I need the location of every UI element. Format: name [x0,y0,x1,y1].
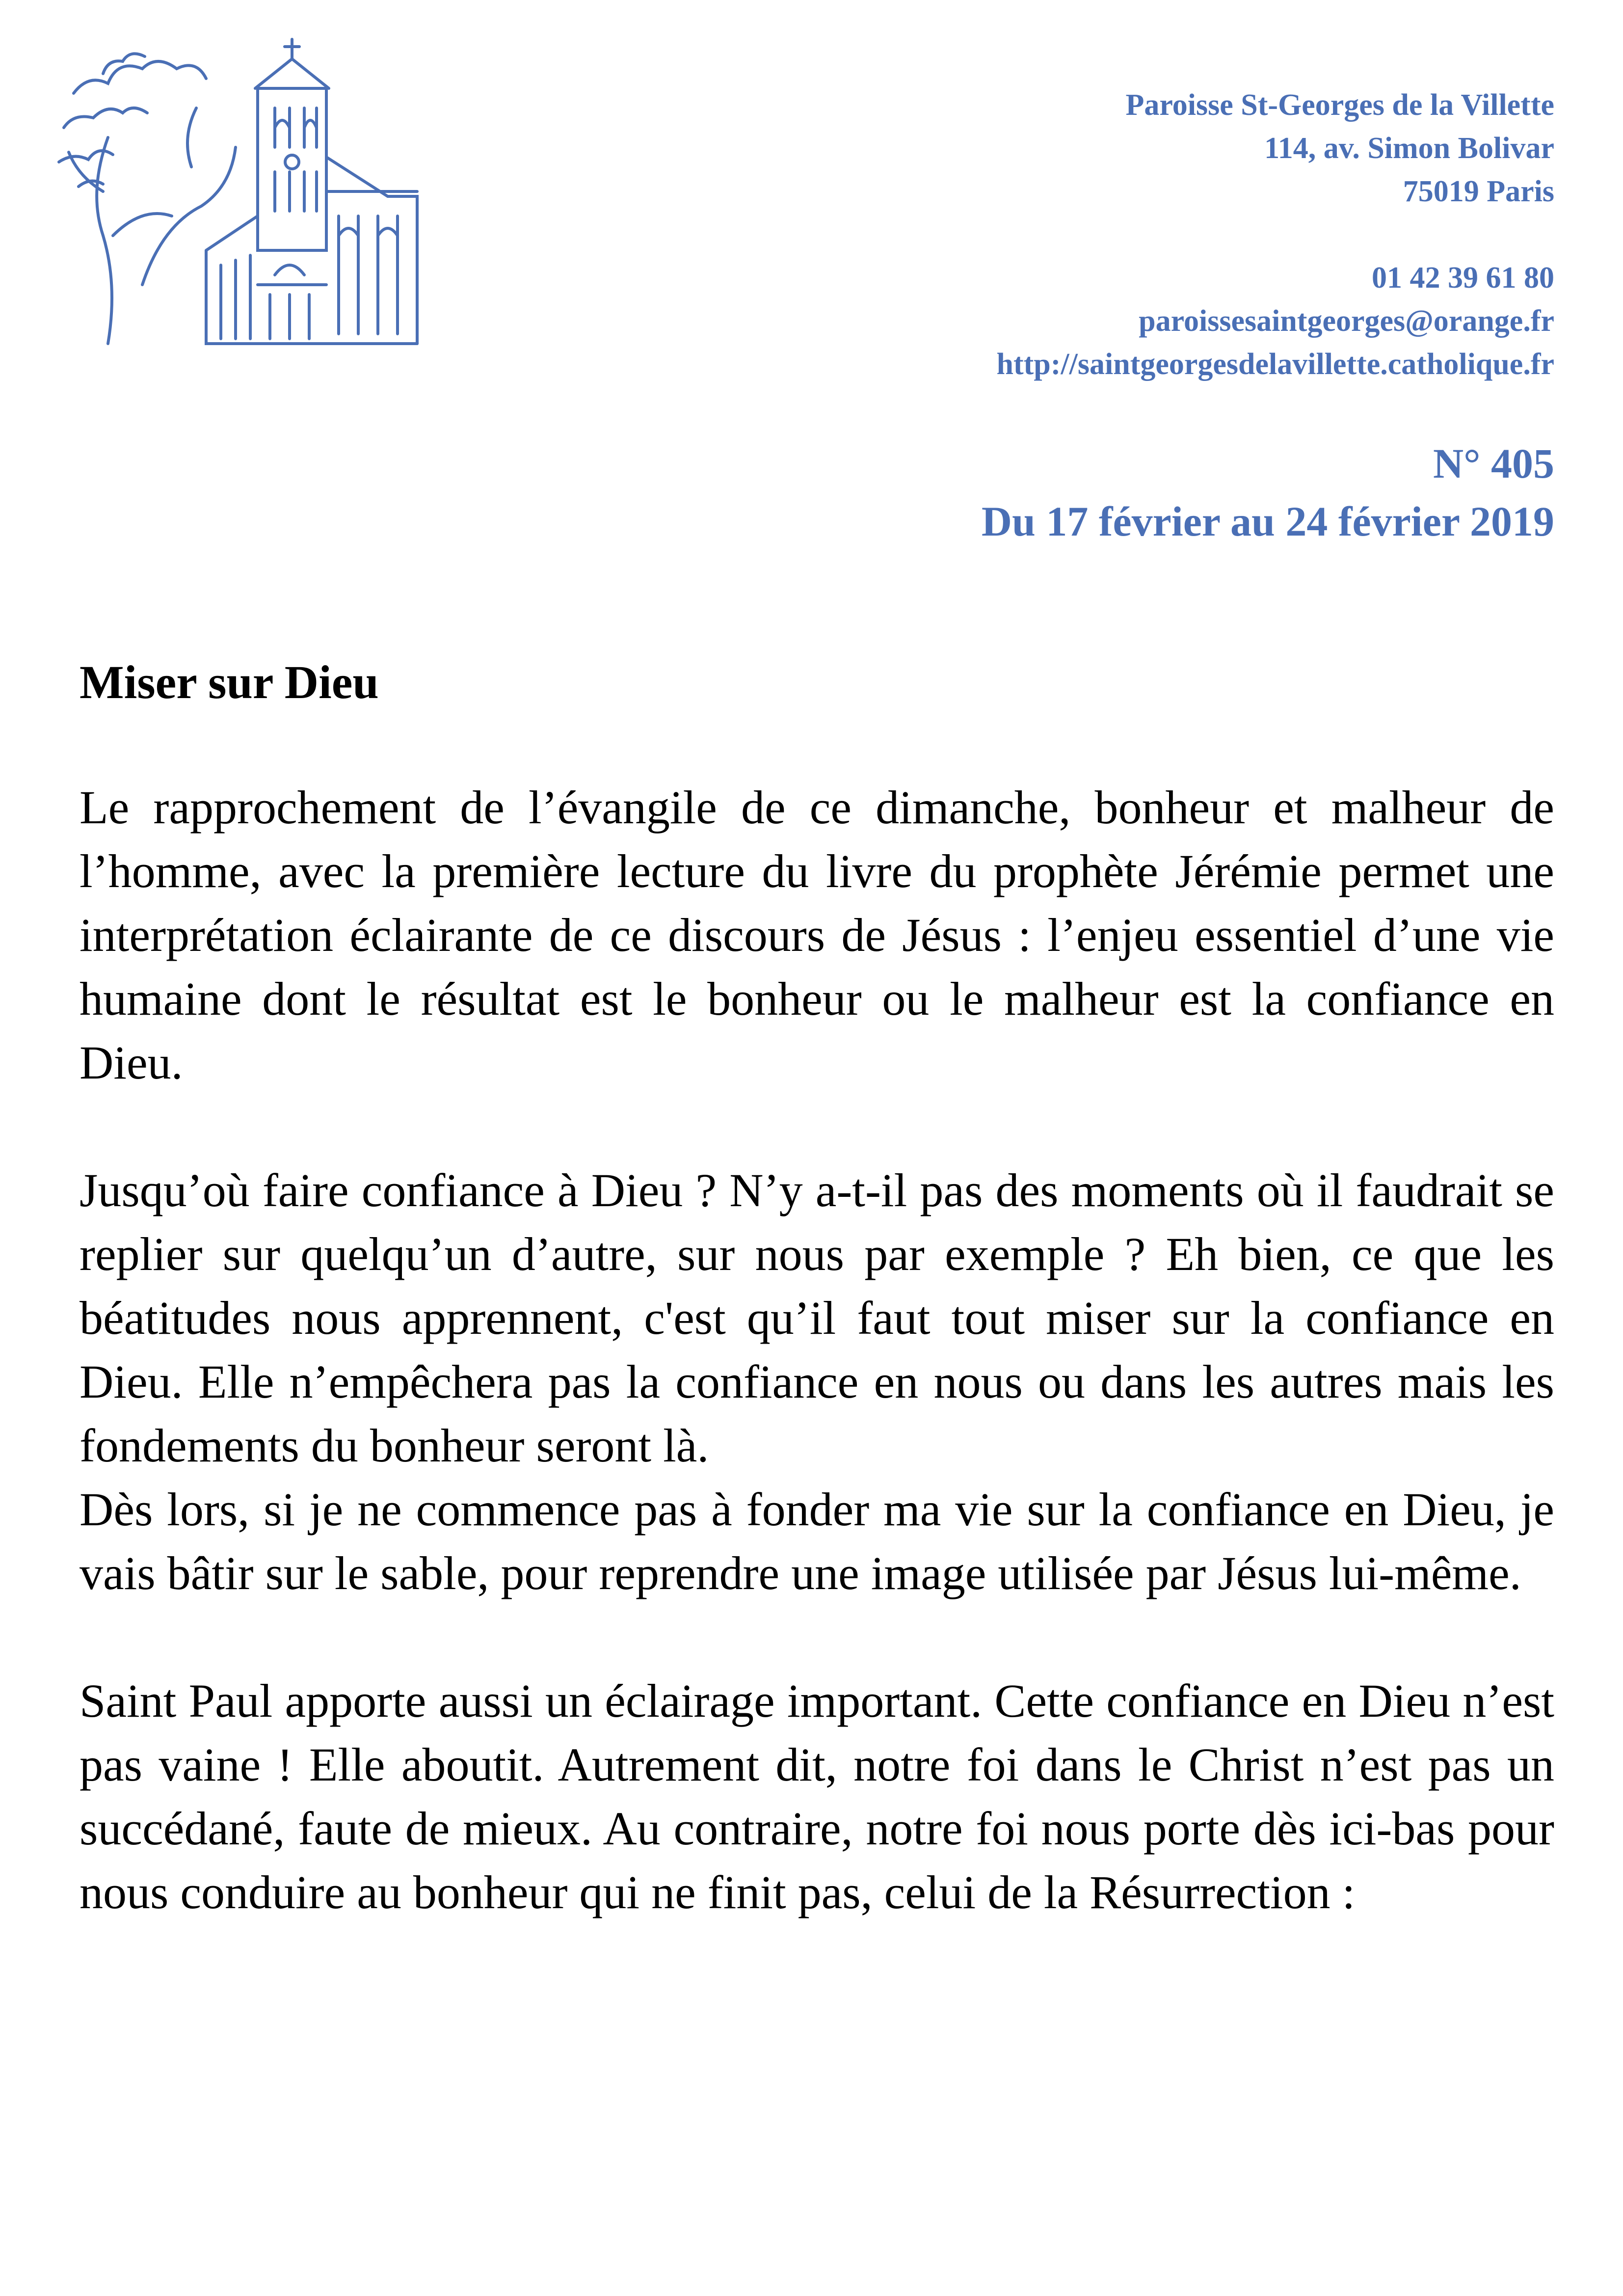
article-paragraph-4: Saint Paul apporte aussi un éclairage important. Cette confiance en Dieu n’est pas vaine ! Elle aboutit. Autrement dit, notre foi dans le Christ n’est pas un succédané, faute de mieux. Au contraire, notre foi nous porte dès ici-bas pour nous conduire au bonheur qui ne finit pas, celui de la Résurrection : [80,1675,1554,1918]
article [80,648,1554,1924]
letterhead-spacer [720,213,1554,256]
article-paragraph-2: Jusqu’où faire confiance à Dieu ? N’y a-t-il pas des moments où il faudrait se replier sur quelqu’un d’autre, sur nous par exemple ? Eh bien, ce que les béatitudes nous apprennent, c'est qu’il faut tout miser sur la confiance en Dieu. Elle n’empêchera pas la confiance en nous ou dans les autres mais les fondements du bonheur seront là. [80,1164,1554,1472]
parish-letterhead [720,83,1554,386]
article-paragraph-1: Le rapprochement de l’évangile de ce dimanche, bonheur et malheur de l’homme, avec la première lecture du livre du prophète Jérémie permet une interprétation éclairante de ce discours de Jésus : l’enjeu essentiel d’une vie humaine dont le résultat est le bonheur ou le malheur est la confiance en Dieu. [80,781,1554,1089]
parish-street: 114, av. Simon Bolivar [1264,132,1554,165]
parish-phone: 01 42 39 61 80 [1372,261,1554,295]
parish-website: http://saintgeorgesdelavillette.catholique.fr [996,348,1554,381]
article-title: Miser sur Dieu [80,656,379,708]
issue-dates: Du 17 février au 24 février 2019 [981,498,1554,545]
church-logo [44,29,427,368]
issue-info [622,434,1554,550]
parish-email: paroissesaintgeorges@orange.fr [1139,304,1554,338]
parish-name: Paroisse St-Georges de la Villette [1125,88,1554,122]
issue-number: N° 405 [1433,440,1554,487]
article-paragraph-3: Dès lors, si je ne commence pas à fonder ma vie sur la confiance en Dieu, je vais bâtir sur le sable, pour reprendre une image utilisée par Jésus lui-même. [80,1483,1554,1599]
parish-city: 75019 Paris [1403,175,1554,208]
